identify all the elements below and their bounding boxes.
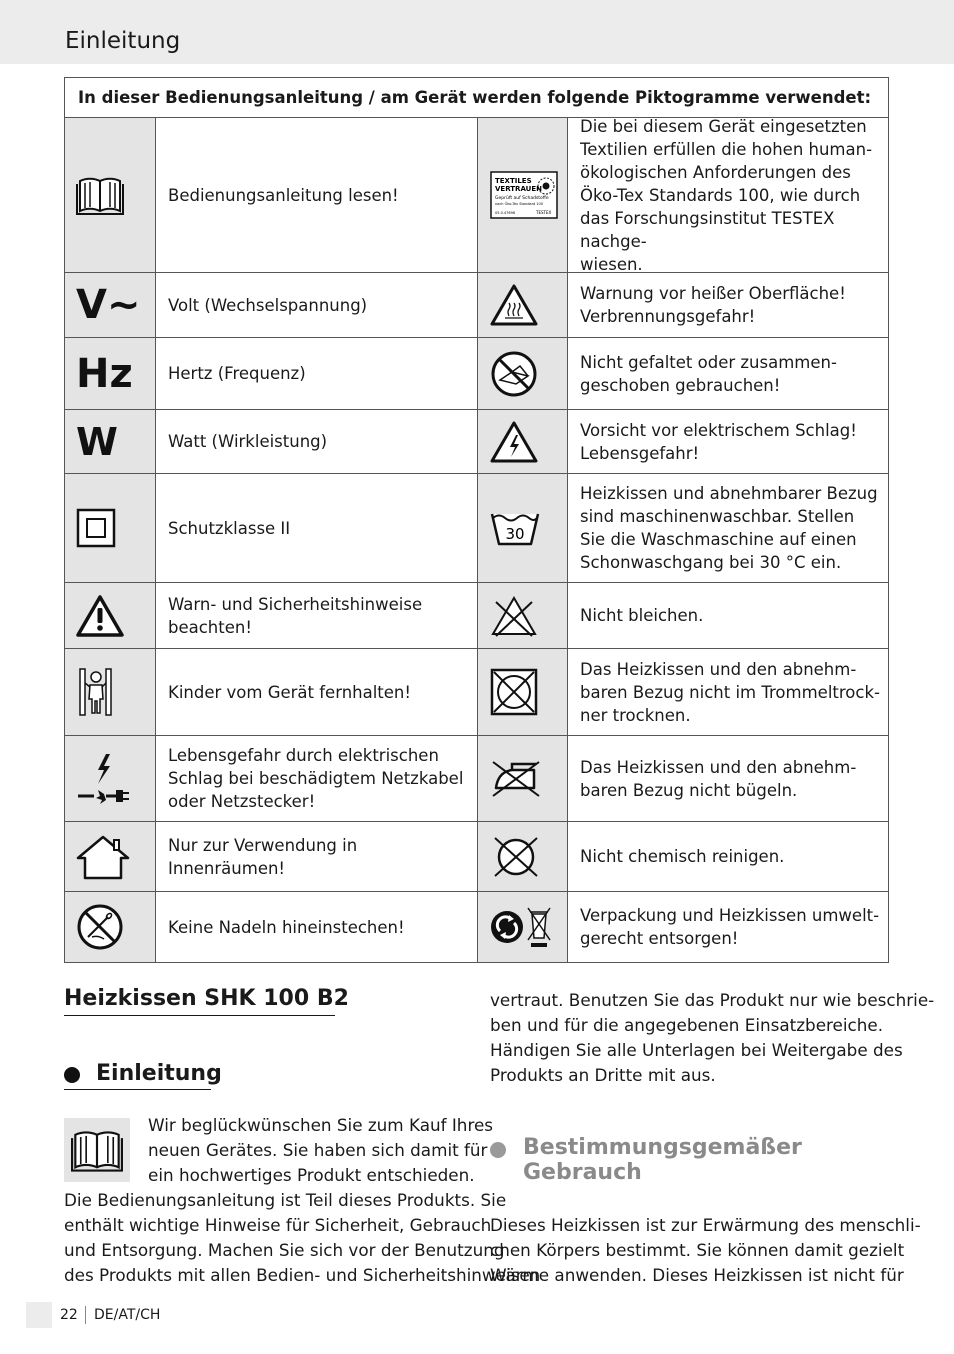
text-line: Die Bedienungsanleitung ist Teil dieses Produkts. Sie (64, 1190, 507, 1210)
icon-cell (65, 474, 156, 582)
no-dry-cleaning-icon (490, 835, 542, 879)
intro-paragraph (64, 1188, 540, 1288)
no-ironing-icon (490, 758, 542, 800)
pictogram-label: Volt (Wechselspannung) (168, 295, 368, 315)
pictogram-label: Heizkissen und abnehmbarer Bezug (580, 484, 878, 503)
electric-shock-warning-icon (490, 420, 538, 464)
intro-book-icon-box (64, 1118, 130, 1182)
pictogram-label: Nicht gefaltet oder zusammen- (580, 352, 837, 372)
pictogram-label: beachten! (168, 617, 252, 637)
product-title: Heizkissen SHK 100 B2 (64, 986, 349, 1011)
table-row (65, 338, 888, 410)
page-header-title: Einleitung (65, 28, 181, 54)
damaged-cable-icon (76, 752, 130, 806)
icon-cell (477, 736, 568, 821)
pictogram-table (64, 77, 889, 963)
title-underline (64, 1015, 335, 1016)
pictogram-label: Verbrennungsgefahr! (580, 307, 756, 326)
no-folding-icon (490, 350, 538, 398)
volt-symbol: V~ (76, 282, 141, 328)
text-line: Dieses Heizkissen ist zur Erwärmung des menschli- (490, 1215, 921, 1235)
watt-symbol: W (76, 419, 118, 464)
book-icon (76, 175, 124, 215)
table-row (65, 474, 888, 583)
intro-continuation (490, 988, 934, 1088)
pictogram-label: baren Bezug nicht im Trommeltrock- (580, 682, 880, 702)
icon-cell (477, 338, 568, 409)
pictogram-label: baren Bezug nicht bügeln. (580, 780, 798, 800)
label-text: VERTRAUEN (495, 185, 542, 193)
recycling-disposal-icon (490, 904, 556, 950)
pictogram-label: Warnung vor heißer Oberfläche! (580, 284, 846, 303)
text-line: chen Körpers bestimmt. Sie können damit gezielt (490, 1240, 905, 1260)
wash-temperature: 30 (505, 525, 525, 543)
pictogram-label: Die bei diesem Gerät eingesetzten (580, 116, 867, 136)
icon-cell (65, 892, 156, 962)
pictogram-label: Verpackung und Heizkissen umwelt- (580, 906, 880, 925)
section-underline (64, 1089, 211, 1090)
indoor-use-house-icon (76, 834, 130, 880)
pictogram-label: Bedienungsanleitung lesen! (168, 185, 399, 205)
pictogram-label: Schonwaschgang bei 30 °C ein. (580, 553, 842, 572)
pictogram-label: Hertz (Frequenz) (168, 364, 306, 383)
pictogram-label: Schlag bei beschädigtem Netzkabel (168, 769, 464, 788)
icon-cell (65, 583, 156, 648)
pictogram-label: Nicht chemisch reinigen. (580, 847, 785, 866)
pictogram-label: Keine Nadeln hineinstechen! (168, 917, 405, 937)
footer-locale: DE/AT/CH (94, 1307, 161, 1323)
pictogram-label: Vorsicht vor elektrischem Schlag! (580, 420, 857, 440)
pictogram-label: Schutzklasse II (168, 518, 291, 538)
pictogram-label: Nur zur Verwendung in Innenräumen! (168, 835, 358, 878)
footer-divider (85, 1306, 86, 1324)
table-row (65, 118, 888, 273)
text-line: Produkts an Dritte mit aus. (490, 1065, 716, 1085)
icon-cell (477, 410, 568, 473)
hertz-symbol: Hz (76, 350, 133, 397)
pictogram-label: wiesen. (580, 254, 643, 274)
pictogram-label: Lebensgefahr! (580, 443, 700, 463)
icon-cell (65, 736, 156, 821)
usage-paragraph (490, 1213, 921, 1288)
table-row (65, 649, 888, 736)
section-title-gebrauch (523, 1135, 802, 1185)
pictogram-label: Das Heizkissen und den abnehm- (580, 659, 857, 679)
label-text: 05.0.47698 (495, 211, 516, 215)
keep-away-children-icon (76, 667, 116, 717)
icon-cell (477, 474, 568, 582)
hot-surface-warning-icon (490, 283, 538, 327)
text-line: und Entsorgung. Machen Sie sich vor der Benutzung (64, 1240, 505, 1260)
text-line: ben und für die angegebenen Einsatzbereiche. (490, 1015, 884, 1035)
text-line: Wärme anwenden. Dieses Heizkissen ist nicht für (490, 1265, 904, 1285)
no-bleach-icon (490, 594, 538, 638)
icon-cell (477, 583, 568, 648)
icon-cell (65, 273, 156, 337)
table-row (65, 583, 888, 649)
pictogram-label: Sie die Waschmaschine auf einen (580, 530, 857, 549)
icon-cell (477, 822, 568, 891)
icon-cell (65, 338, 156, 409)
pictogram-label: Lebensgefahr durch elektrischen (168, 746, 439, 765)
text-line: Händigen Sie alle Unterlagen bei Weitergabe des (490, 1040, 903, 1060)
label-text: Geprüft auf Schadstoffe (495, 196, 549, 201)
icon-cell (65, 822, 156, 891)
label-text: TESTEX (536, 210, 552, 215)
title-line: Bestimmungsgemäßer (523, 1135, 802, 1160)
pictogram-label: Kinder vom Gerät fernhalten! (168, 682, 411, 702)
pictogram-label: gerecht entsorgen! (580, 929, 739, 948)
page-number: 22 (60, 1307, 78, 1323)
icon-cell (65, 649, 156, 735)
table-row (65, 410, 888, 474)
pictogram-label: sind maschinenwaschbar. Stellen (580, 507, 855, 526)
icon-cell (477, 649, 568, 735)
no-tumble-dry-icon (490, 668, 538, 716)
intro-paragraph-wrapped (148, 1113, 493, 1188)
no-needles-icon (76, 903, 124, 951)
section-title-einleitung: Einleitung (96, 1061, 222, 1086)
pictogram-label: Öko-Tex Standards 100, wie durch (580, 185, 861, 205)
text-line: vertraut. Benutzen Sie das Produkt nur wie beschrie- (490, 990, 935, 1010)
pictogram-label: das Forschungsinstitut TESTEX nachge- (580, 208, 835, 251)
section-bullet-icon (490, 1142, 506, 1158)
page-number-box (26, 1302, 52, 1328)
pictogram-label: Nicht bleichen. (580, 606, 704, 625)
text-line: des Produkts mit allen Bedien- und Sicherheitshinweisen (64, 1265, 541, 1285)
table-row (65, 736, 888, 822)
title-line: Gebrauch (523, 1160, 642, 1185)
pictogram-label: Textilien erfüllen die hohen human- (580, 139, 873, 159)
text-line: ein hochwertiges Produkt entschieden. (148, 1165, 475, 1185)
pictogram-label: geschoben gebrauchen! (580, 375, 781, 395)
icon-cell (477, 273, 568, 337)
pictogram-label: Warn- und Sicherheitshinweise (168, 594, 423, 614)
wash-30-icon (490, 508, 540, 548)
warning-triangle-icon (76, 594, 124, 638)
protection-class-2-icon (76, 508, 116, 548)
icon-cell (477, 892, 568, 962)
icon-cell (477, 118, 568, 272)
label-text: TEXTILES (495, 177, 532, 185)
pictogram-label: ökologischen Anforderungen des (580, 162, 851, 182)
table-heading: In dieser Bedienungsanleitung / am Gerät werden folgende Piktogramme verwendet: (65, 78, 888, 118)
pictogram-label: Das Heizkissen und den abnehm- (580, 757, 857, 777)
text-line: enthält wichtige Hinweise für Sicherheit, Gebrauch (64, 1215, 492, 1235)
book-icon (71, 1128, 123, 1172)
pictogram-label: oder Netzstecker! (168, 792, 316, 811)
table-row (65, 822, 888, 892)
text-line: Wir beglückwünschen Sie zum Kauf Ihres (148, 1115, 494, 1135)
pictogram-label: Watt (Wirkleistung) (168, 432, 328, 451)
table-row (65, 892, 888, 962)
text-line: neuen Gerätes. Sie haben sich damit für (148, 1140, 488, 1160)
table-row (65, 273, 888, 338)
pictogram-label: ner trocknen. (580, 705, 691, 725)
section-bullet-icon (64, 1067, 80, 1083)
label-text: nach Öko-Tex Standard 100 (495, 202, 543, 206)
oeko-tex-label-icon (490, 171, 558, 219)
icon-cell (65, 410, 156, 473)
icon-cell (65, 118, 156, 272)
